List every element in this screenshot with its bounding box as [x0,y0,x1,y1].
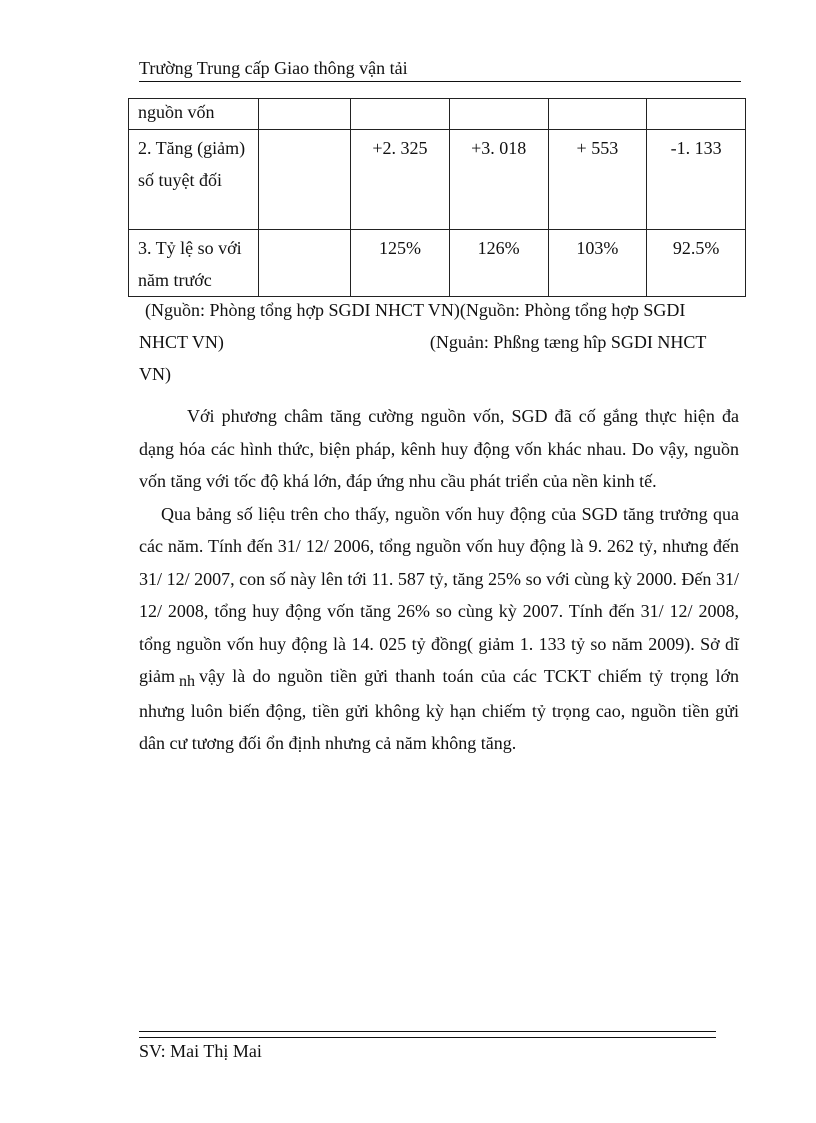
table-cell [258,99,351,130]
table-cell [647,99,746,130]
row-label: 2. Tăng (giảm) số tuyệt đối [129,130,259,230]
source-line: (Nguồn: Phòng tổng hợp SGDI NHCT VN)(Nguồn: Phòng tổng hợp SGDI [145,300,686,320]
source-text: (Nguản: Phßng tæng hîp SGDI NHCT [429,332,707,352]
page-footer: SV: Mai Thị Mai [139,1041,262,1061]
table-cell: -1. 133 [647,130,746,230]
page-header: Trường Trung cấp Giao thông vận tải [139,58,741,82]
paragraph [139,498,739,760]
capital-table [128,98,746,297]
source-text: NHCT VN) [139,332,224,352]
table-row [129,230,746,297]
table-row [129,130,746,230]
footer-divider [139,1031,716,1038]
paragraph-text: Qua bảng số liệu trên cho thấy, nguồn vốn huy động của SGD tăng trưởng qua các năm. Tính đến 31/ 12/ 2006, tổng nguồn vốn huy động là 9. 262 tỷ, nhưng đến 31/ 12/ 2007, con số này lên tới 11. 587 tỷ, tăng 25% so với cùng kỳ 2000. Đến 31/ 12/ 2008, tổng huy động vốn tăng 26% so cùng kỳ 2007. Tính đến 31/ 12/ 2008, tổng nguồn vốn huy động là 14. 025 tỷ đồng( giảm 1. 133 tỷ so năm 2009). Sở dĩ giảm [139,503,739,686]
table-cell [449,99,548,130]
body-text [139,400,739,760]
paragraph-text: vậy là do nguồn tiền gửi thanh toán của các TCKT chiếm tỷ trọng lớn nhưng luôn biến động, tiền gửi không kỳ hạn chiếm tỷ trọng cao, nguồn tiền gửi dân cư tương đối ổn định nhưng cả năm không tăng. [139,666,739,753]
table-cell: 92.5% [647,230,746,297]
table-cell [548,99,647,130]
source-line: VN) [139,364,171,384]
table-cell [258,230,351,297]
source-note [139,294,739,390]
table-cell: 125% [351,230,450,297]
source-line [139,326,739,358]
stray-subscript: nh [179,673,195,690]
paragraph: Với phương châm tăng cường nguồn vốn, SGD đã cố gắng thực hiện đa dạng hóa các hình thức, biện pháp, kênh huy động vốn khác nhau. Do vậy, nguồn vốn tăng với tốc độ khá lớn, đáp ứng nhu cầu phát triển của nền kinh tế. [139,406,739,491]
table-cell: +2. 325 [351,130,450,230]
table-row [129,99,746,130]
table-cell [351,99,450,130]
table-cell: 103% [548,230,647,297]
table-cell: +3. 018 [449,130,548,230]
row-label: nguồn vốn [129,99,259,130]
table-cell: + 553 [548,130,647,230]
row-label: 3. Tỷ lệ so với năm trước [129,230,259,297]
table-cell: 126% [449,230,548,297]
table-cell [258,130,351,230]
